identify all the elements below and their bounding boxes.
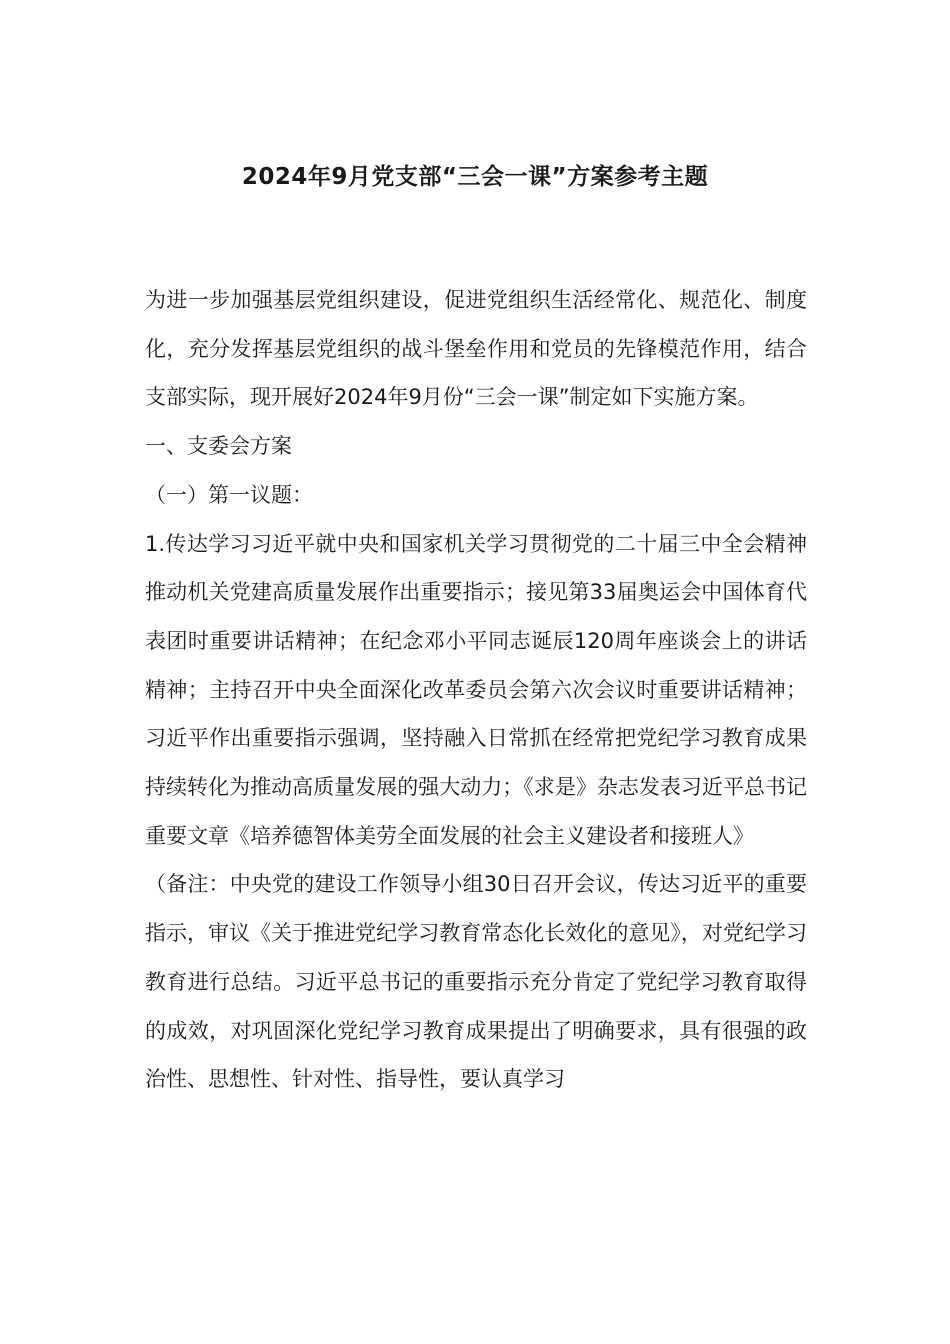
section-heading: 一、支委会方案 <box>145 434 292 459</box>
subsection-heading: （一）第一议题： <box>145 482 313 507</box>
intro-paragraph: 为进一步加强基层党组织建设，促进党组织生活经常化、规范化、制度化，充分发挥基层党组织的战斗堡垒作用和党员的先锋模范作用，结合支部实际，现开展好2024年9月份“三会一课”制定如下实施方案。 <box>145 288 807 410</box>
agenda-item-paragraph: 1.传达学习习近平就中央和国家机关学习贯彻党的二十届三中全会精神推动机关党建高质量发展作出重要指示；接见第33届奥运会中国体育代表团时重要讲话精神；在纪念邓小平同志诞辰120周年座谈会上的讲话精神；主持召开中央全面深化改革委员会第六次会议时重要讲话精神；习近平作出重要指示强调，坚持融入日常抓在经常把党纪学习教育成果持续转化为推动高质量发展的强大动力；《求是》杂志发表习近平总书记重要文章《培养德智体美劳全面发展的社会主义建设者和接班人》 <box>145 531 807 848</box>
document-body <box>145 276 807 1104</box>
note-paragraph: （备注：中央党的建设工作领导小组30日召开会议，传达习近平的重要指示，审议《关于推进党纪学习教育常态化长效化的意见》，对党纪学习教育进行总结。习近平总书记的重要指示充分肯定了党纪学习教育取得的成效，对巩固深化党纪学习教育成果提出了明确要求，具有很强的政治性、思想性、针对性、指导性，要认真学习 <box>145 872 807 1092</box>
document-title: 2024年9月党支部“三会一课”方案参考主题 <box>241 164 709 190</box>
